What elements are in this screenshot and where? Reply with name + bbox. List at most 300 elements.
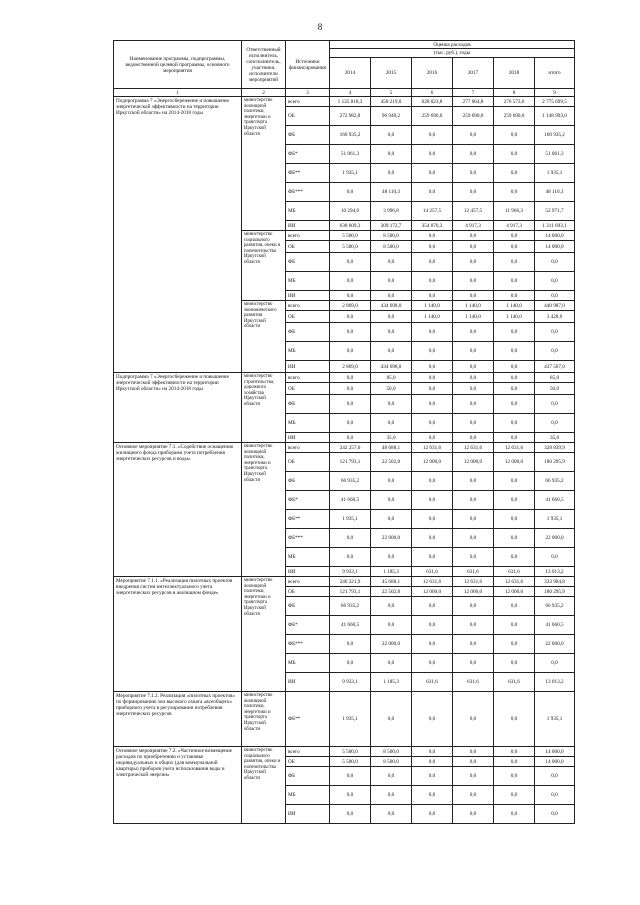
value-cell: 0,0 [412,616,453,635]
value-cell: 2 775 699,5 [535,97,575,107]
funding-source-cell: ИИ [286,805,330,824]
value-cell: 41 660,5 [330,491,371,510]
responsible-cell: министерство социального развития, опеки и попечительства Иркутской области [242,231,286,301]
value-cell: 12 000,0 [412,587,453,597]
value-cell: 631,6 [494,673,535,692]
value-cell: 35,0 [535,433,575,443]
funding-source-cell: ОБ [286,107,330,126]
value-cell: 0,0 [330,323,371,342]
value-cell: 12 631,6 [412,577,453,587]
header-year: 2015 [371,58,412,89]
column-index: 9 [535,89,575,97]
value-cell: 85,0 [535,373,575,383]
value-cell: 0,0 [330,291,371,301]
value-cell: 14 000,0 [535,757,575,767]
value-cell: 22 502,8 [371,587,412,597]
value-cell: 0,0 [453,395,494,414]
value-cell: 434 698,0 [371,301,412,311]
value-cell: 0,0 [371,291,412,301]
value-cell: 0,0 [494,654,535,673]
value-cell: 0,0 [494,253,535,272]
responsible-cell: министерство экономического развития Иркутской области [242,301,286,373]
value-cell: 0,0 [330,786,371,805]
value-cell: 0,0 [412,145,453,164]
value-cell: 0,0 [535,253,575,272]
funding-source-cell: ИИ [286,433,330,443]
value-cell: 0,0 [535,395,575,414]
funding-source-cell: всего [286,443,330,453]
value-cell: 0,0 [494,616,535,635]
value-cell: 0,0 [330,805,371,824]
value-cell: 35,0 [371,433,412,443]
value-cell: 0,0 [453,414,494,433]
value-cell: 66 935,2 [535,597,575,616]
value-cell: 1 935,1 [535,164,575,183]
table-row [114,443,575,453]
value-cell: 0,0 [494,757,535,767]
value-cell: 440 987,0 [535,301,575,311]
value-cell: 12 000,0 [453,453,494,472]
value-cell: 0,0 [412,183,453,202]
funding-source-cell: ФБ [286,126,330,145]
value-cell: 0,0 [494,510,535,529]
column-index: 4 [330,89,371,97]
funding-source-cell: МБ [286,414,330,433]
value-cell: 8 500,0 [371,241,412,253]
funding-source-cell: всего [286,231,330,241]
value-cell: 272 982,8 [330,107,371,126]
value-cell: 0,0 [494,597,535,616]
value-cell: 0,0 [494,145,535,164]
value-cell: 1 185,3 [371,567,412,577]
value-cell: 66 935,2 [330,472,371,491]
value-cell: 121 793,1 [330,453,371,472]
value-cell: 96 940,2 [371,107,412,126]
value-cell: 0,0 [453,145,494,164]
funding-source-cell: ФБ*** [286,635,330,654]
value-cell: 1 935,1 [330,164,371,183]
value-cell: 0,0 [453,342,494,361]
value-cell: 259 690,0 [453,107,494,126]
value-cell: 0,0 [412,529,453,548]
funding-source-cell: ФБ** [286,164,330,183]
value-cell: 1 140,0 [412,301,453,311]
value-cell: 0,0 [494,126,535,145]
value-cell: 0,0 [371,805,412,824]
value-cell: 0,0 [371,491,412,510]
value-cell: 0,0 [453,472,494,491]
value-cell: 277 064,8 [453,97,494,107]
header-unit: (тыс. руб.), годы [330,49,575,58]
value-cell: 0,0 [494,342,535,361]
value-cell: 22 000,0 [371,529,412,548]
value-cell: 0,0 [371,786,412,805]
value-cell: 1 311 693,1 [535,221,575,231]
value-cell: 0,0 [453,272,494,291]
value-cell: 0,0 [371,253,412,272]
value-cell: 0,0 [371,145,412,164]
value-cell: 0,0 [330,373,371,383]
value-cell: 0,0 [412,126,453,145]
funding-source-cell: ИИ [286,567,330,577]
value-cell: 0,0 [494,231,535,241]
value-cell: 0,0 [494,786,535,805]
value-cell: 631,6 [453,673,494,692]
value-cell: 180 295,9 [535,453,575,472]
value-cell: 48 110,3 [371,183,412,202]
value-cell: 12 000,0 [494,587,535,597]
value-cell: 0,0 [412,164,453,183]
value-cell: 1 935,1 [330,692,371,747]
value-cell: 0,0 [453,323,494,342]
value-cell: 0,0 [453,231,494,241]
value-cell: 0,0 [453,383,494,395]
funding-source-cell: ОБ [286,241,330,253]
responsible-cell: министерство строительства, дорожного хозяйства Иркутской области [242,373,286,443]
value-cell: 45 688,1 [371,577,412,587]
value-cell: 0,0 [371,164,412,183]
value-cell: 1 935,1 [330,510,371,529]
value-cell: 0,0 [412,786,453,805]
value-cell: 1 185,3 [371,673,412,692]
value-cell: 0,0 [453,183,494,202]
value-cell: 0,0 [412,272,453,291]
funding-source-cell: всего [286,301,330,311]
value-cell: 0,0 [453,757,494,767]
column-index: 7 [453,89,494,97]
table-row [114,692,575,747]
value-cell: 0,0 [494,395,535,414]
header-responsible: Ответственный исполнитель, соисполнитель, участники, исполнители мероприятий [242,41,286,89]
value-cell: 3 420,0 [535,311,575,323]
value-cell: 0,0 [494,548,535,567]
value-cell: 0,0 [494,361,535,373]
value-cell: 0,0 [494,373,535,383]
value-cell: 2 869,0 [330,301,371,311]
value-cell: 0,0 [412,597,453,616]
funding-source-cell: ОБ [286,453,330,472]
value-cell: 0,0 [494,635,535,654]
value-cell: 0,0 [453,654,494,673]
value-cell: 0,0 [453,786,494,805]
value-cell: 0,0 [371,414,412,433]
value-cell: 0,0 [494,805,535,824]
value-cell: 0,0 [330,414,371,433]
value-cell: 0,0 [535,654,575,673]
value-cell: 0,0 [453,597,494,616]
value-cell: 638 609,3 [330,221,371,231]
value-cell: 0,0 [371,395,412,414]
value-cell: 1 140,0 [494,311,535,323]
value-cell: 0,0 [371,272,412,291]
funding-source-cell: всего [286,577,330,587]
value-cell: 0,0 [453,548,494,567]
value-cell: 9 933,1 [330,567,371,577]
value-cell: 13 013,2 [535,567,575,577]
responsible-cell: министерство социального развития, опеки и попечительства Иркутской области [242,747,286,824]
value-cell: 5 500,0 [330,747,371,757]
value-cell: 354 076,3 [412,221,453,231]
value-cell: 0,0 [453,767,494,786]
value-cell: 0,0 [453,126,494,145]
value-cell: 0,0 [453,747,494,757]
header-name: Наименование программы, подпрограммы, ведомственной целевой программы, основного мероприятия [114,41,242,89]
funding-source-cell: ФБ [286,767,330,786]
value-cell: 434 698,0 [371,361,412,373]
funding-source-cell: МБ [286,548,330,567]
funding-source-cell: ОБ [286,757,330,767]
value-cell: 2 869,0 [330,361,371,373]
value-cell: 13 013,2 [535,673,575,692]
funding-source-cell: ОБ [286,587,330,597]
budget-table [113,40,575,824]
value-cell: 0,0 [494,767,535,786]
program-name-cell: Основное мероприятие 7.1. «Содействие оснащению жилищного фонда приборами учета потребления энергетических ресурсов и воды» [114,443,242,577]
program-name-cell: Подпрограмма 7 «Энергосбережение и повышение энергетической эффективности на территории Иркутской области» на 2014-2018 годы [114,373,242,443]
value-cell: 0,0 [494,323,535,342]
value-cell: 5 500,0 [330,757,371,767]
value-cell: 0,0 [412,361,453,373]
value-cell: 0,0 [535,291,575,301]
funding-source-cell: ОБ [286,311,330,323]
value-cell: 1 140,0 [453,301,494,311]
value-cell: 12 631,6 [412,443,453,453]
value-cell: 0,0 [330,311,371,323]
funding-source-cell: МБ [286,786,330,805]
value-cell: 0,0 [330,654,371,673]
responsible-cell: министерство жилищной политики, энергетики и транспорта Иркутской области [242,97,286,231]
value-cell: 12 631,6 [494,577,535,587]
funding-source-cell: ИИ [286,291,330,301]
value-cell: 0,0 [535,786,575,805]
value-cell: 0,0 [453,241,494,253]
value-cell: 0,0 [330,529,371,548]
value-cell: 41 660,5 [535,616,575,635]
value-cell: 41 660,5 [330,616,371,635]
value-cell: 0,0 [330,383,371,395]
value-cell: 0,0 [535,323,575,342]
funding-source-cell: ИИ [286,361,330,373]
value-cell: 8 500,0 [371,231,412,241]
value-cell: 0,0 [412,395,453,414]
value-cell: 628 023,8 [412,97,453,107]
value-cell: 50,0 [535,383,575,395]
responsible-cell: министерство жилищной политики, энергетики и транспорта Иркутской области [242,692,286,747]
value-cell: 8 500,0 [371,747,412,757]
value-cell: 0,0 [412,491,453,510]
value-cell: 0,0 [330,767,371,786]
value-cell: 0,0 [371,654,412,673]
value-cell: 48 110,3 [535,183,575,202]
funding-source-cell: всего [286,747,330,757]
value-cell: 5 500,0 [330,241,371,253]
value-cell: 0,0 [330,635,371,654]
funding-source-cell: ИИ [286,221,330,231]
value-cell: 14 000,0 [535,241,575,253]
value-cell: 0,0 [453,361,494,373]
value-cell: 50,0 [371,383,412,395]
value-cell: 52 971,7 [535,202,575,221]
value-cell: 1 140,0 [453,311,494,323]
value-cell: 0,0 [412,757,453,767]
value-cell: 48 688,1 [371,443,412,453]
value-cell: 0,0 [330,272,371,291]
funding-source-cell: всего [286,373,330,383]
value-cell: 12 000,0 [494,453,535,472]
funding-source-cell: всего [286,97,330,107]
column-index: 6 [412,89,453,97]
value-cell: 0,0 [371,323,412,342]
funding-source-cell: ОБ [286,383,330,395]
responsible-cell: министерство жилищной политики, энергетики и транспорта Иркутской области [242,577,286,692]
value-cell: 333 904,8 [535,577,575,587]
funding-source-cell: ФБ [286,323,330,342]
column-index: 1 [114,89,242,97]
value-cell: 0,0 [453,529,494,548]
value-cell: 458 219,0 [371,97,412,107]
value-cell: 0,0 [412,635,453,654]
program-name-cell: Подпрограмма 7 «Энергосбережение и повышение энергетической эффективности на территории Иркутской области» на 2014-2018 годы [114,97,242,373]
value-cell: 328 839,9 [535,443,575,453]
table-row [114,577,575,587]
program-name-cell: Мероприятие 7.1.1. «Реализация пилотных проектов внедрения систем интеллектуального учета энергетических ресурсов в жилищном фонде» [114,577,242,692]
value-cell: 0,0 [330,342,371,361]
value-cell: 22 000,0 [535,529,575,548]
value-cell: 0,0 [494,241,535,253]
value-cell: 160 935,2 [330,126,371,145]
value-cell: 259 690,0 [494,107,535,126]
value-cell: 259 690,0 [412,107,453,126]
value-cell: 0,0 [494,383,535,395]
value-cell: 4 917,3 [453,221,494,231]
value-cell: 0,0 [535,342,575,361]
value-cell: 0,0 [371,510,412,529]
value-cell: 0,0 [412,747,453,757]
value-cell: 0,0 [453,510,494,529]
value-cell: 0,0 [535,767,575,786]
value-cell: 1 140,0 [494,301,535,311]
funding-source-cell: ФБ*** [286,183,330,202]
funding-source-cell: МБ [286,654,330,673]
value-cell: 0,0 [535,548,575,567]
funding-source-cell: ФБ [286,472,330,491]
value-cell: 0,0 [453,692,494,747]
page-number: 8 [317,22,323,32]
value-cell: 0,0 [535,805,575,824]
value-cell: 0,0 [494,291,535,301]
value-cell: 0,0 [330,183,371,202]
column-index: 3 [286,89,330,97]
value-cell: 0,0 [453,373,494,383]
value-cell: 0,0 [330,395,371,414]
value-cell: 0,0 [494,414,535,433]
value-cell: 12 457,5 [453,202,494,221]
value-cell: 14 000,0 [535,231,575,241]
value-cell: 0,0 [371,692,412,747]
value-cell: 0,0 [412,291,453,301]
value-cell: 0,0 [371,311,412,323]
value-cell: 276 573,6 [494,97,535,107]
value-cell: 0,0 [453,805,494,824]
value-cell: 1 135 818,3 [330,97,371,107]
header-year: 2016 [412,58,453,89]
value-cell: 0,0 [371,616,412,635]
responsible-cell: министерство жилищной политики, энергетики и транспорта Иркутской области [242,443,286,577]
table-row [114,97,575,107]
program-name-cell: Основное мероприятие 7.2. «Частичное возмещение расходов по приобретению и установке индивидуальных и общих (для коммунальной квартиры) приборов учета использования воды и электрической энергии» [114,747,242,824]
value-cell: 0,0 [330,253,371,272]
funding-source-cell: ФБ** [286,510,330,529]
value-cell: 0,0 [330,548,371,567]
value-cell: 0,0 [412,654,453,673]
value-cell: 0,0 [412,342,453,361]
value-cell: 0,0 [412,433,453,443]
header-year: 2017 [453,58,494,89]
value-cell: 51 061,3 [330,145,371,164]
value-cell: 0,0 [453,491,494,510]
value-cell: 22 000,0 [371,635,412,654]
value-cell: 0,0 [494,692,535,747]
funding-source-cell: ФБ* [286,145,330,164]
value-cell: 14 000,0 [535,747,575,757]
value-cell: 10 294,6 [330,202,371,221]
value-cell: 0,0 [494,272,535,291]
value-cell: 0,0 [453,616,494,635]
value-cell: 1 935,1 [535,510,575,529]
value-cell: 0,0 [371,548,412,567]
value-cell: 0,0 [494,183,535,202]
funding-source-cell: ФБ** [286,692,330,747]
value-cell: 41 660,5 [535,491,575,510]
value-cell: 0,0 [412,414,453,433]
value-cell: 12 631,6 [453,577,494,587]
funding-source-cell: МБ [286,202,330,221]
value-cell: 0,0 [494,529,535,548]
header-year: итого [535,58,575,89]
value-cell: 180 295,9 [535,587,575,597]
funding-source-cell: ФБ [286,253,330,272]
value-cell: 5 500,0 [330,231,371,241]
value-cell: 22 502,8 [371,453,412,472]
program-name-cell: Мероприятие 7.1.2. Реализация «пилотных проектов» по формированию зон высокого охвата «всеобщего» приборного учета в регулировании потребления энергетических ресурсов [114,692,242,747]
header-source: Источники финансирования [286,41,330,89]
value-cell: 631,6 [494,567,535,577]
value-cell: 3 996,8 [371,202,412,221]
value-cell: 66 935,2 [535,472,575,491]
value-cell: 85,0 [371,373,412,383]
header-year: 2018 [494,58,535,89]
value-cell: 0,0 [371,767,412,786]
value-cell: 0,0 [453,253,494,272]
value-cell: 0,0 [412,510,453,529]
value-cell: 1 140,0 [412,311,453,323]
value-cell: 121 793,1 [330,587,371,597]
funding-source-cell: ФБ* [286,616,330,635]
value-cell: 0,0 [412,231,453,241]
value-cell: 309 172,7 [371,221,412,231]
value-cell: 0,0 [453,291,494,301]
value-cell: 0,0 [412,767,453,786]
column-index: 8 [494,89,535,97]
header-estimate: Оценка расходов [330,41,575,49]
value-cell: 22 000,0 [535,635,575,654]
value-cell: 11 966,3 [494,202,535,221]
value-cell: 437 567,0 [535,361,575,373]
value-cell: 0,0 [412,383,453,395]
value-cell: 0,0 [412,241,453,253]
value-cell: 12 000,0 [412,453,453,472]
value-cell: 0,0 [535,414,575,433]
